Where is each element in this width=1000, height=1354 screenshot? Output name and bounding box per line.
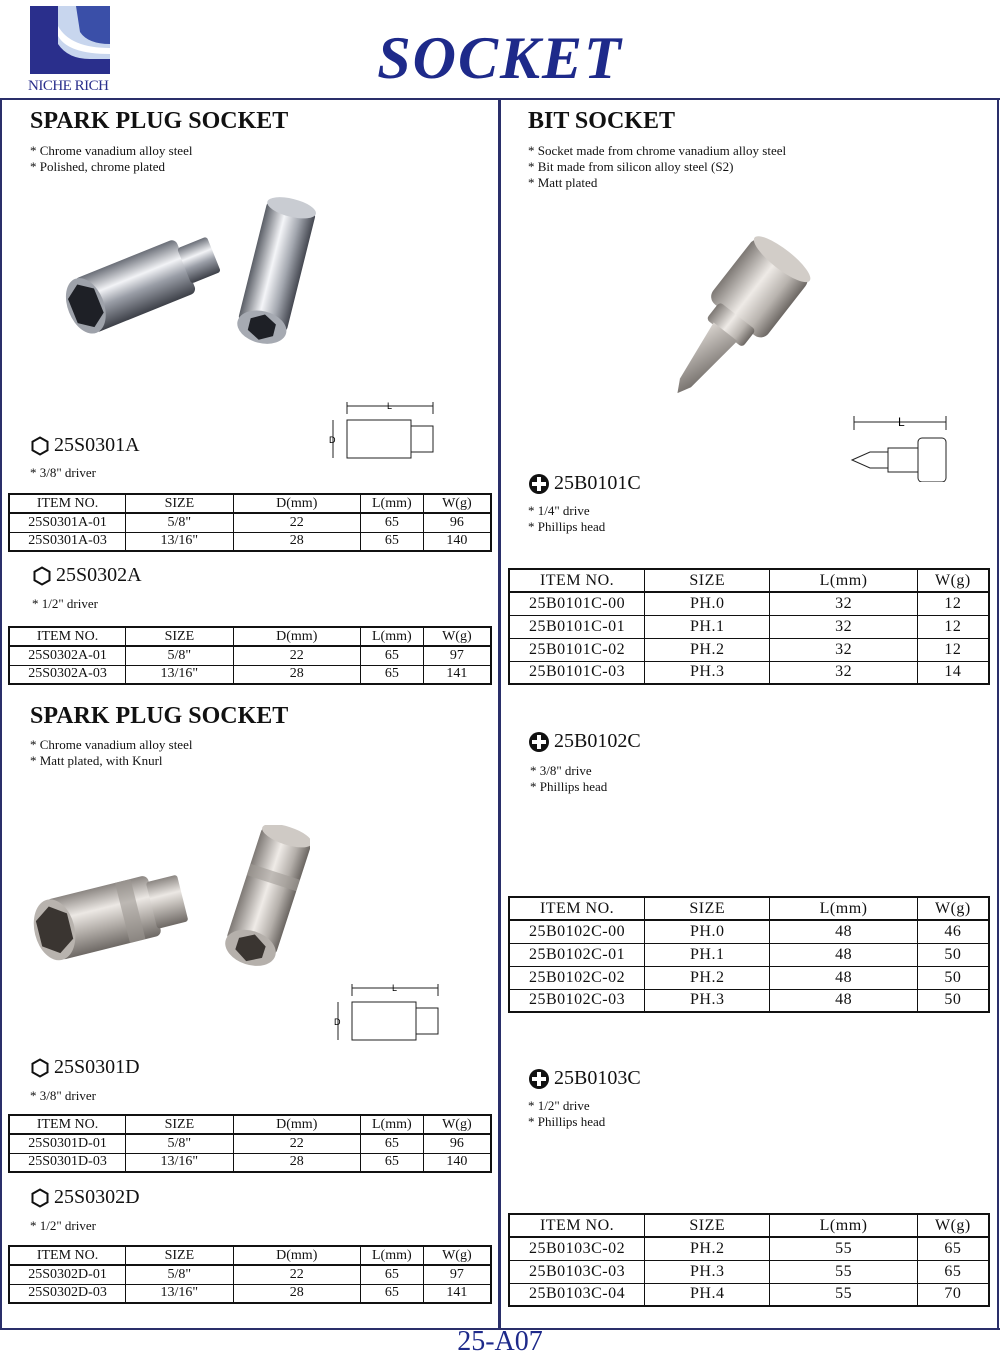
col-size: SIZE <box>645 897 770 920</box>
model-note: * 1/2" driver <box>30 1218 96 1233</box>
table-row <box>9 1134 491 1153</box>
cell-item-no: 25B0101C-00 <box>509 592 645 615</box>
cell-size: 13/16" <box>126 532 233 551</box>
spec-table-25b0102c <box>508 896 990 1013</box>
cell-size: PH.4 <box>645 1283 770 1306</box>
cell-l: 48 <box>770 920 917 943</box>
bullet-item: * Polished, chrome plated <box>30 159 166 174</box>
col-w: W(g) <box>917 897 989 920</box>
model-number: 25B0102C <box>554 730 641 752</box>
cell-w: 50 <box>917 966 989 989</box>
cell-item-no: 25S0301A-01 <box>9 513 126 532</box>
cell-l: 65 <box>360 1153 423 1172</box>
col-d: D(mm) <box>233 627 360 646</box>
note-item: * 1/2" drive <box>528 1098 590 1113</box>
cell-w: 50 <box>917 943 989 966</box>
section-title-spark-plug-2: SPARK PLUG SOCKET <box>30 703 289 729</box>
cell-w: 46 <box>917 920 989 943</box>
col-item-no: ITEM NO. <box>9 1115 126 1134</box>
model-note: * 3/8" driver <box>30 465 96 480</box>
cell-l: 65 <box>360 513 423 532</box>
cell-l: 65 <box>360 1134 423 1153</box>
cell-size: PH.2 <box>645 638 770 661</box>
bullet-item: * Chrome vanadium alloy steel <box>30 737 193 752</box>
cell-item-no: 25S0302D-01 <box>9 1265 126 1284</box>
cell-l: 65 <box>360 532 423 551</box>
cell-size: 13/16" <box>126 1284 233 1303</box>
col-d: D(mm) <box>233 494 360 513</box>
col-w: W(g) <box>423 627 491 646</box>
bullet-item: * Matt plated, with Knurl <box>30 753 163 768</box>
spec-table-25s0302a <box>8 626 492 685</box>
model-note: * 1/2" driver <box>32 596 98 611</box>
bullet-item: * Bit made from silicon alloy steel (S2) <box>528 159 734 174</box>
section-bullets-bit-socket <box>528 143 786 191</box>
table-row <box>509 638 989 661</box>
page-title: SOCKET <box>377 25 623 91</box>
cell-l: 55 <box>770 1283 917 1306</box>
cell-w: 12 <box>917 615 989 638</box>
dimension-label-l: L <box>387 401 393 411</box>
table-row <box>9 532 491 551</box>
col-w: W(g) <box>917 1214 989 1237</box>
model-heading <box>30 1056 140 1079</box>
cell-item-no: 25B0101C-03 <box>509 661 645 684</box>
cell-l: 55 <box>770 1260 917 1283</box>
col-size: SIZE <box>645 569 770 592</box>
cell-l: 55 <box>770 1237 917 1260</box>
table-row <box>509 615 989 638</box>
cell-size: PH.1 <box>645 943 770 966</box>
col-l: L(mm) <box>360 494 423 513</box>
note-item: * 3/8" drive <box>530 763 592 778</box>
col-item-no: ITEM NO. <box>9 494 126 513</box>
cell-item-no: 25S0301A-03 <box>9 532 126 551</box>
table-row <box>509 920 989 943</box>
table-row <box>9 665 491 684</box>
cell-w: 141 <box>423 665 491 684</box>
spec-table-25s0302d <box>8 1245 492 1304</box>
cell-d: 22 <box>233 646 360 665</box>
bullet-item: * Chrome vanadium alloy steel <box>30 143 193 158</box>
cell-item-no: 25S0301D-03 <box>9 1153 126 1172</box>
cell-size: PH.1 <box>645 615 770 638</box>
section-title-bit-socket: BIT SOCKET <box>528 108 675 134</box>
table-row <box>509 1237 989 1260</box>
cell-size: PH.3 <box>645 661 770 684</box>
cell-size: 5/8" <box>126 513 233 532</box>
cell-w: 65 <box>917 1237 989 1260</box>
col-l: L(mm) <box>360 1115 423 1134</box>
cell-l: 48 <box>770 966 917 989</box>
hexagon-outline-icon <box>30 1058 50 1078</box>
model-note: * 3/8" driver <box>30 1088 96 1103</box>
column-divider <box>498 98 501 1330</box>
cell-l: 65 <box>360 1265 423 1284</box>
cell-size: 5/8" <box>126 646 233 665</box>
model-heading <box>528 472 641 495</box>
model-heading <box>30 1186 140 1209</box>
phillips-cross-icon <box>528 1068 550 1090</box>
col-l: L(mm) <box>770 897 917 920</box>
col-l: L(mm) <box>360 627 423 646</box>
col-l: L(mm) <box>770 569 917 592</box>
model-heading <box>528 1067 641 1090</box>
frame-right-border <box>997 98 999 1330</box>
col-size: SIZE <box>126 1246 233 1265</box>
col-size: SIZE <box>126 494 233 513</box>
dimension-drawing-socket <box>325 400 445 465</box>
cell-size: PH.2 <box>645 1237 770 1260</box>
cell-size: PH.0 <box>645 592 770 615</box>
cell-w: 14 <box>917 661 989 684</box>
hexagon-outline-icon <box>30 436 50 456</box>
table-row <box>9 646 491 665</box>
col-size: SIZE <box>126 1115 233 1134</box>
cell-size: 13/16" <box>126 665 233 684</box>
table-row <box>509 966 989 989</box>
table-row <box>9 1153 491 1172</box>
cell-d: 28 <box>233 665 360 684</box>
section-title-spark-plug-1: SPARK PLUG SOCKET <box>30 108 289 134</box>
cell-l: 32 <box>770 661 917 684</box>
page-number: 25-A07 <box>457 1326 543 1354</box>
hexagon-outline-icon <box>30 1188 50 1208</box>
cell-item-no: 25B0102C-03 <box>509 989 645 1012</box>
cell-w: 65 <box>917 1260 989 1283</box>
model-heading <box>528 730 641 753</box>
cell-d: 28 <box>233 1153 360 1172</box>
cell-item-no: 25B0103C-02 <box>509 1237 645 1260</box>
cell-l: 32 <box>770 592 917 615</box>
col-item-no: ITEM NO. <box>509 897 645 920</box>
dimension-drawing-bit-socket <box>848 412 958 482</box>
note-item: * Phillips head <box>528 519 606 534</box>
cell-l: 32 <box>770 638 917 661</box>
cell-item-no: 25B0101C-02 <box>509 638 645 661</box>
dimension-label-l: L <box>392 983 398 993</box>
col-d: D(mm) <box>233 1246 360 1265</box>
model-number: 25B0101C <box>554 472 641 494</box>
col-l: L(mm) <box>770 1214 917 1237</box>
col-w: W(g) <box>423 494 491 513</box>
cell-item-no: 25B0103C-03 <box>509 1260 645 1283</box>
spark-plug-socket-matt-image <box>30 825 310 975</box>
cell-size: PH.2 <box>645 966 770 989</box>
cell-size: PH.0 <box>645 920 770 943</box>
col-item-no: ITEM NO. <box>9 627 126 646</box>
cell-d: 22 <box>233 1265 360 1284</box>
logo-text: NICHE RICH <box>28 78 109 94</box>
cell-size: 5/8" <box>126 1134 233 1153</box>
model-number: 25S0301A <box>54 434 140 456</box>
spark-plug-socket-chrome-image <box>50 195 330 355</box>
section-bullets-spark-plug-1 <box>30 143 192 175</box>
table-row <box>509 661 989 684</box>
bullet-item: * Matt plated <box>528 175 598 190</box>
section-bullets-spark-plug-2 <box>30 737 192 769</box>
spec-table-25b0103c <box>508 1213 990 1307</box>
cell-item-no: 25B0103C-04 <box>509 1283 645 1306</box>
col-l: L(mm) <box>360 1246 423 1265</box>
table-row <box>509 1260 989 1283</box>
cell-w: 97 <box>423 646 491 665</box>
cell-w: 141 <box>423 1284 491 1303</box>
col-w: W(g) <box>423 1246 491 1265</box>
cell-size: 5/8" <box>126 1265 233 1284</box>
col-item-no: ITEM NO. <box>509 1214 645 1237</box>
col-size: SIZE <box>126 627 233 646</box>
dimension-label-l: L <box>898 415 905 429</box>
col-w: W(g) <box>917 569 989 592</box>
cell-size: PH.3 <box>645 989 770 1012</box>
cell-l: 48 <box>770 989 917 1012</box>
hexagon-outline-icon <box>32 566 52 586</box>
bullet-item: * Socket made from chrome vanadium alloy steel <box>528 143 787 158</box>
spec-table-25s0301a <box>8 493 492 552</box>
cell-item-no: 25B0102C-00 <box>509 920 645 943</box>
spec-table-25b0101c <box>508 568 990 685</box>
note-item: * Phillips head <box>528 1114 606 1129</box>
cell-size: 13/16" <box>126 1153 233 1172</box>
dimension-label-d: D <box>329 435 336 445</box>
cell-w: 140 <box>423 532 491 551</box>
model-notes <box>528 1098 605 1130</box>
cell-w: 70 <box>917 1283 989 1306</box>
cell-d: 22 <box>233 1134 360 1153</box>
cell-item-no: 25S0302A-01 <box>9 646 126 665</box>
model-heading <box>30 434 140 457</box>
model-number: 25S0302D <box>54 1186 140 1208</box>
cell-item-no: 25B0101C-01 <box>509 615 645 638</box>
phillips-cross-icon <box>528 473 550 495</box>
model-heading <box>32 564 142 587</box>
col-d: D(mm) <box>233 1115 360 1134</box>
table-row <box>9 513 491 532</box>
cell-l: 65 <box>360 1284 423 1303</box>
cell-l: 48 <box>770 943 917 966</box>
cell-item-no: 25S0302D-03 <box>9 1284 126 1303</box>
table-row <box>509 592 989 615</box>
cell-w: 50 <box>917 989 989 1012</box>
col-item-no: ITEM NO. <box>9 1246 126 1265</box>
phillips-cross-icon <box>528 731 550 753</box>
model-notes <box>530 763 607 795</box>
cell-d: 28 <box>233 532 360 551</box>
bit-socket-image <box>630 235 820 410</box>
table-row <box>509 989 989 1012</box>
dimension-drawing-socket <box>330 982 450 1047</box>
cell-d: 28 <box>233 1284 360 1303</box>
table-row <box>9 1265 491 1284</box>
cell-size: PH.3 <box>645 1260 770 1283</box>
cell-item-no: 25S0301D-01 <box>9 1134 126 1153</box>
cell-l: 65 <box>360 665 423 684</box>
col-item-no: ITEM NO. <box>509 569 645 592</box>
cell-l: 65 <box>360 646 423 665</box>
note-item: * 1/4" drive <box>528 503 590 518</box>
model-number: 25S0302A <box>56 564 142 586</box>
cell-item-no: 25S0302A-03 <box>9 665 126 684</box>
cell-w: 12 <box>917 638 989 661</box>
cell-w: 96 <box>423 1134 491 1153</box>
dimension-label-d: D <box>334 1017 341 1027</box>
table-row <box>9 1284 491 1303</box>
cell-w: 140 <box>423 1153 491 1172</box>
cell-w: 96 <box>423 513 491 532</box>
cell-item-no: 25B0102C-02 <box>509 966 645 989</box>
model-notes <box>528 503 605 535</box>
cell-item-no: 25B0102C-01 <box>509 943 645 966</box>
frame-left-border <box>0 98 2 1330</box>
cell-w: 97 <box>423 1265 491 1284</box>
model-number: 25B0103C <box>554 1067 641 1089</box>
spec-table-25s0301d <box>8 1114 492 1173</box>
col-size: SIZE <box>645 1214 770 1237</box>
table-row <box>509 943 989 966</box>
cell-d: 22 <box>233 513 360 532</box>
model-number: 25S0301D <box>54 1056 140 1078</box>
table-row <box>509 1283 989 1306</box>
cell-w: 12 <box>917 592 989 615</box>
note-item: * Phillips head <box>530 779 608 794</box>
cell-l: 32 <box>770 615 917 638</box>
col-w: W(g) <box>423 1115 491 1134</box>
